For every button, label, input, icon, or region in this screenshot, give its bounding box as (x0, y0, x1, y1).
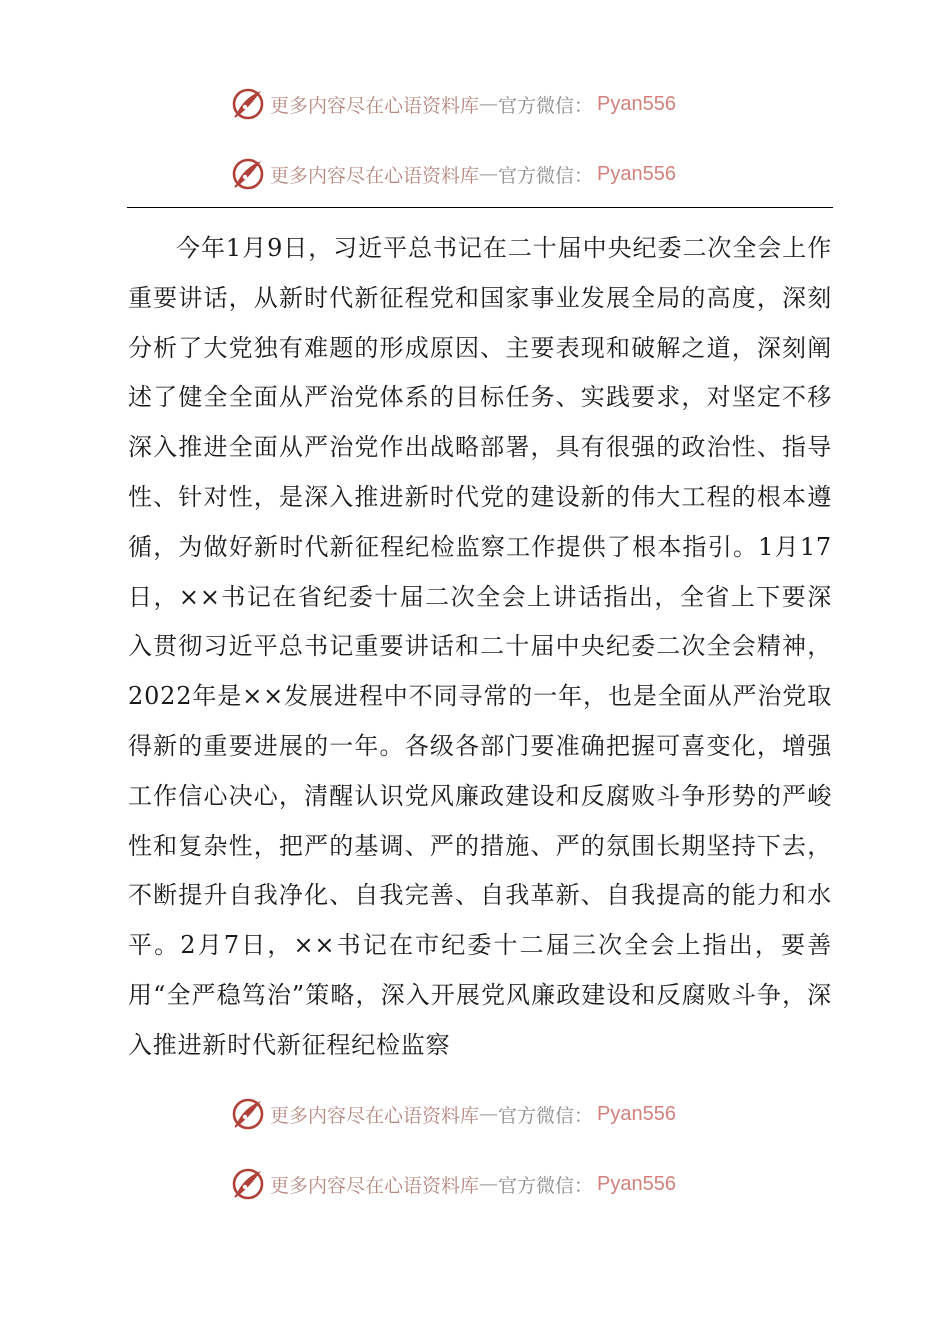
watermark-label: 官方微信： (498, 164, 594, 187)
footer-watermark (231, 1164, 676, 1204)
watermark-text: 更多内容尽在心语资料库 (270, 164, 480, 187)
watermark-label: 官方微信： (498, 1104, 594, 1127)
watermark-separator: — (479, 1173, 499, 1195)
pen-nib-logo-icon (231, 157, 265, 191)
watermark-text: 更多内容尽在心语资料库 (270, 1174, 480, 1197)
footer-watermark (231, 1094, 676, 1134)
watermark-separator: — (479, 93, 499, 115)
body-paragraph: 今年1月9日，习近平总书记在二十届中央纪委二次全会上作重要讲话，从新时代新征程党和国家事业发展全局的高度，深刻分析了大党独有难题的形成原因、主要表现和破解之道，深刻阐述了健全全面从严治党体系的目标任务、实践要求，对坚定不移深入推进全面从严治党作出战略部署，具有很强的政治性、指导性、针对性，是深入推进新时代党的建设新的伟大工程的根本遵循，为做好新时代新征程纪检监察工作提供了根本指引。1月17日，××书记在省纪委十届二次全会上讲话指出，全省上下要深入贯彻习近平总书记重要讲话和二十届中央纪委二次全会精神，2022年是××发展进程中不同寻常的一年，也是全面从严治党取得新的重要进展的一年。各级各部门要准确把握可喜变化，增强工作信心决心，清醒认识党风廉政建设和反腐败斗争形势的严峻性和复杂性，把严的基调、严的措施、严的氛围长期坚持下去，不断提升自我净化、自我完善、自我革新、自我提高的能力和水平。2月7日，××书记在市纪委十二届三次全会上指出，要善用“全严稳笃治”策略，深入开展党风廉政建设和反腐败斗争，深入推进新时代新征程纪检监察 (128, 234, 832, 1059)
watermark-separator: — (479, 1103, 499, 1125)
watermark-label: 官方微信： (498, 1174, 594, 1197)
header-watermark (231, 84, 676, 124)
watermark-wechat-id: Pyan556 (597, 162, 676, 185)
pen-nib-logo-icon (231, 1167, 265, 1201)
watermark-label: 官方微信： (498, 94, 594, 117)
watermark-separator: — (479, 163, 499, 185)
watermark-wechat-id: Pyan556 (597, 1172, 676, 1195)
pen-nib-logo-icon (231, 1097, 265, 1131)
watermark-text: 更多内容尽在心语资料库 (270, 94, 480, 117)
watermark-wechat-id: Pyan556 (597, 92, 676, 115)
watermark-wechat-id: Pyan556 (597, 1102, 676, 1125)
watermark-text: 更多内容尽在心语资料库 (270, 1104, 480, 1127)
pen-nib-logo-icon (231, 87, 265, 121)
header-divider (127, 207, 833, 208)
header-watermark (231, 154, 676, 194)
